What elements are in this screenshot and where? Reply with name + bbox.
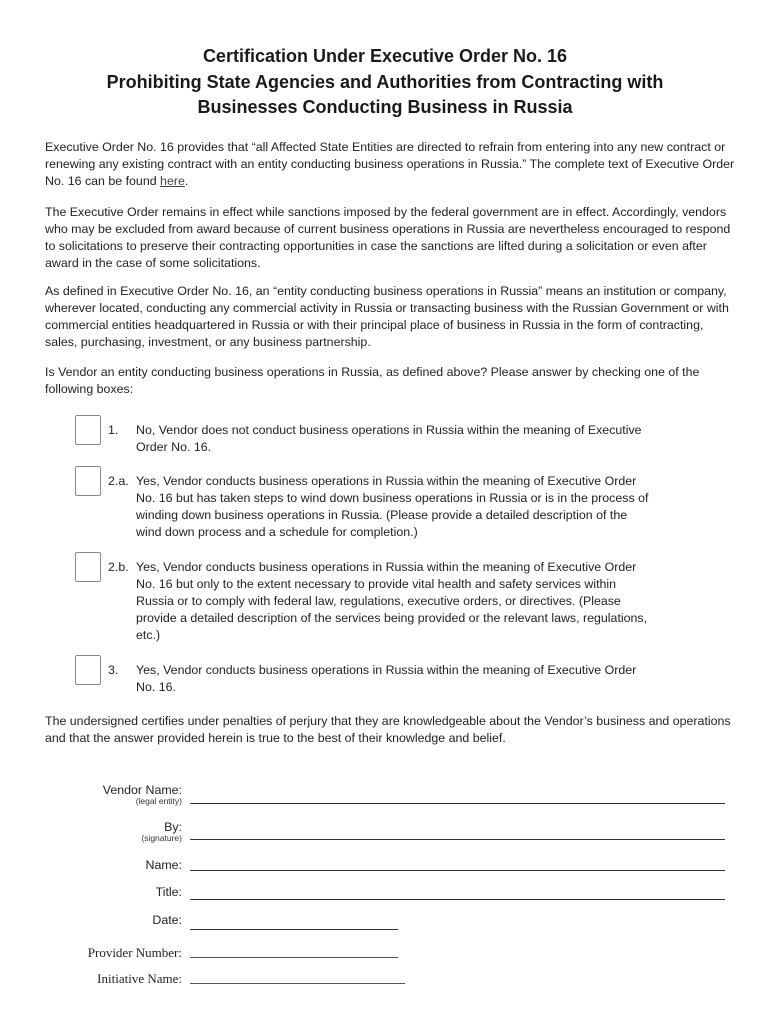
provider-number-label: Provider Number: <box>87 945 182 960</box>
option-2a-number: 2.a. <box>108 474 129 488</box>
vendor-name-sublabel: (legal entity) <box>135 796 182 806</box>
intro-text: Executive Order No. 16 provides that “all Affected State Entities are directed to refrain from entering into any new contract or renewing any existing contract with an entity conducting business operations in Russia.” The complete text of Executive Order No. 16 can be found <box>45 140 735 188</box>
option-2b-number: 2.b. <box>108 560 129 574</box>
option-1-text: No, Vendor does not conduct business operations in Russia within the meaning of Executive Order No. 16. <box>136 423 642 454</box>
question-paragraph: Is Vendor an entity conducting business operations in Russia, as defined above? Please answer by checking one of the following boxes: <box>45 365 700 396</box>
option-1-number: 1. <box>108 423 119 437</box>
option-2b-checkbox[interactable] <box>75 552 101 582</box>
provider-number-field[interactable] <box>190 957 398 958</box>
option-2b-text: Yes, Vendor conducts business operations in Russia within the meaning of Executive Order No. 16 but only to the extent necessary to provide vital health and safety services within Russia or to comply with federal law, regulations, executive orders, or directives. (Please provide a detailed description of the services being provided or the relevant laws, regulations, etc.) <box>136 560 648 642</box>
date-field[interactable] <box>190 929 398 930</box>
name-field[interactable] <box>190 870 725 871</box>
option-3-number: 3. <box>108 663 119 677</box>
option-2a-text: Yes, Vendor conducts business operations in Russia within the meaning of Executive Order No. 16 but has taken steps to wind down business operations in Russia or is in the process of winding down business operations in Russia. (Please provide a detailed description of the wind down process and a schedule for completion.) <box>136 474 649 539</box>
certification-paragraph: The undersigned certifies under penalties of perjury that they are knowledgeable about the Vendor’s business and operations and that the answer provided herein is true to the best of their knowledge and belief. <box>45 714 731 745</box>
name-label: Name: <box>145 858 182 872</box>
date-label: Date: <box>152 913 182 927</box>
here-link[interactable]: here <box>160 174 185 188</box>
option-3-text: Yes, Vendor conducts business operations in Russia within the meaning of Executive Order No. 16. <box>136 663 637 694</box>
doc-title-line-1: Certification Under Executive Order No. 16 <box>202 46 568 66</box>
option-2a-checkbox[interactable] <box>75 466 101 496</box>
intro-paragraph <box>45 139 735 190</box>
definition-paragraph: As defined in Executive Order No. 16, an “entity conducting business operations in Russia” means an institution or company, wherever located, conducting any commercial activity in Russia or transacting business with the Russian Government or with commercial entities headquartered in Russia or with their principal place of business in Russia in the form of contracting, sales, purchasing, investment, or any business partnership. <box>45 284 729 349</box>
by-label: By: <box>164 820 182 834</box>
by-sublabel: (signature) <box>141 833 182 843</box>
vendor-name-field[interactable] <box>190 803 725 804</box>
vendor-name-label: Vendor Name: <box>102 783 182 797</box>
title-field[interactable] <box>190 899 725 900</box>
title-label: Title: <box>155 885 182 899</box>
signature-field[interactable] <box>190 839 725 840</box>
sanctions-paragraph: The Executive Order remains in effect while sanctions imposed by the federal government are in effect. Accordingly, vendors who may be excluded from award because of current business operations in Russia are nevertheless encouraged to respond to solicitations to preserve their contracting opportunities in case the sanctions are lifted during a solicitation or even after award in the case of some solicitations. <box>45 205 731 270</box>
initiative-name-label: Initiative Name: <box>97 971 182 986</box>
doc-title-line-2: Prohibiting State Agencies and Authorities from Contracting with <box>106 72 664 92</box>
option-3-checkbox[interactable] <box>75 655 101 685</box>
initiative-name-field[interactable] <box>190 983 405 984</box>
doc-title-line-3: Businesses Conducting Business in Russia <box>197 97 573 117</box>
option-1-checkbox[interactable] <box>75 415 101 445</box>
intro-end: . <box>184 174 189 188</box>
